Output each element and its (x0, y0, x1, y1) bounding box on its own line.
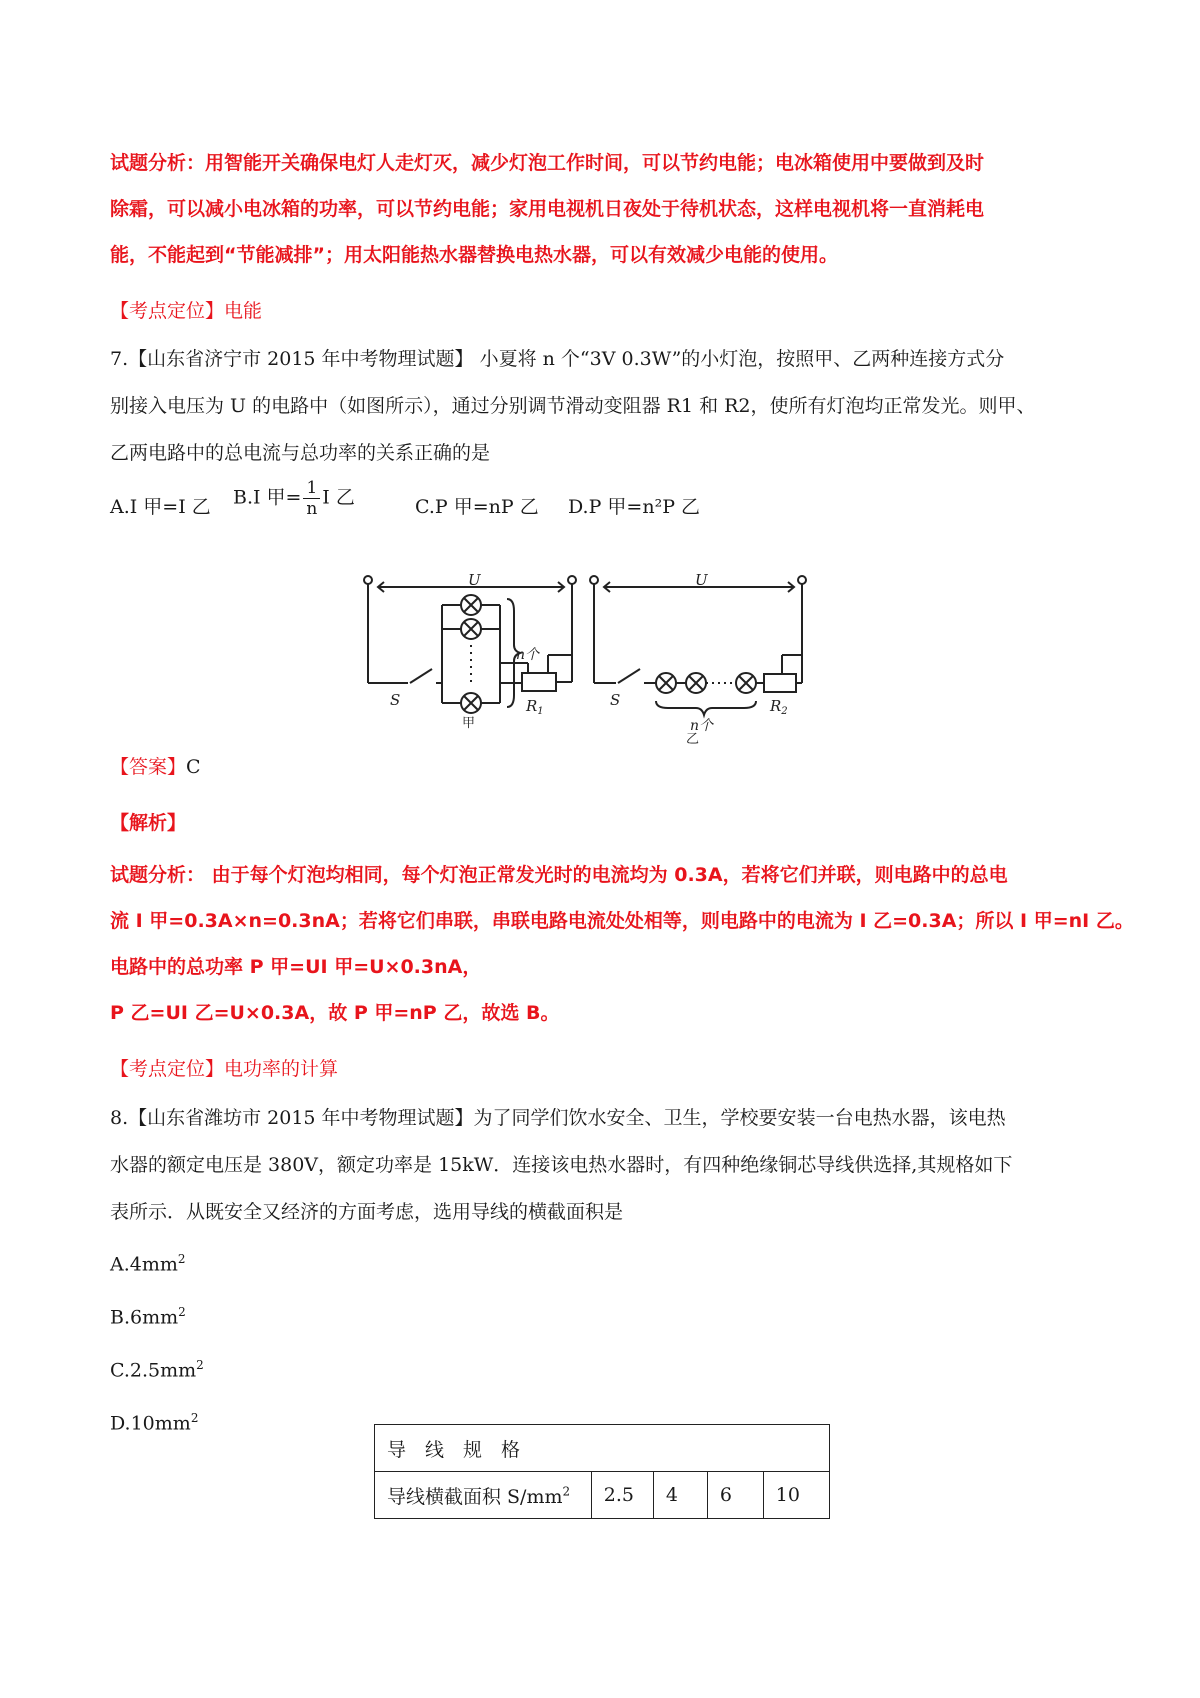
q8-line-2: 水器的额定电压是 380V，额定功率是 15kW．连接该电热水器时，有四种绝缘铜芯导线供选择,其规格如下 (110, 1154, 1013, 1176)
kaodian-7-tag: 【考点定位】 (110, 1058, 225, 1080)
kaodian-6-tag: 【考点定位】 (110, 300, 225, 322)
table-cell: 10 (763, 1472, 829, 1519)
q7-option-b-numerator: 1 (303, 478, 320, 499)
yi-label-s: S (610, 691, 621, 709)
q8-option-c: $C.2.5mm^2$ (110, 1358, 204, 1382)
answer-7-text: C (186, 756, 201, 778)
q8-option-b: $B.6mm^2$ (110, 1305, 186, 1329)
kaodian-6-text: 电能 (224, 300, 263, 322)
q8-option-a: $A.4mm^2$ (110, 1252, 186, 1276)
table-row (375, 1425, 830, 1472)
yi-label: 乙 (686, 732, 700, 747)
kaodian-7-text: 电功率的计算 (224, 1058, 339, 1080)
q7-line-3: 乙两电路中的总电流与总功率的关系正确的是 (110, 442, 491, 464)
jiexi-7-line-4: P 乙=UI 乙=U×0.3A，故 P 甲=nP 乙，故选 B。 (110, 1002, 560, 1024)
table-header: 导 线 规 格 (375, 1425, 830, 1472)
yi-label-n: n个 (690, 718, 714, 734)
table-row-label: 导线横截面积 $S/mm^2$ (375, 1472, 592, 1519)
rheostat-r2 (764, 674, 796, 692)
yi-terminal-right (798, 576, 806, 584)
jia-terminal-left (364, 576, 372, 584)
kaodian-6 (110, 296, 262, 323)
q7-option-d: D.P 甲=n²P 乙 (568, 496, 701, 518)
q7-option-b-prefix: B.I 甲= (233, 486, 302, 509)
jia-label-s: S (390, 691, 401, 709)
q7-line-1: 7.【山东省济宁市 2015 年中考物理试题】 小夏将 n 个“3V 0.3W”的小灯泡，按照甲、乙两种连接方式分 (110, 348, 1005, 370)
yi-terminal-left (590, 576, 598, 584)
jia-label-n: n个 (516, 647, 540, 663)
q7-option-b-suffix: I 乙 (322, 486, 355, 509)
kaodian-7 (110, 1054, 338, 1081)
answer-7 (110, 752, 201, 779)
table-cell: 4 (653, 1472, 707, 1519)
q7-option-b (233, 478, 355, 519)
q7-option-b-denominator: n (306, 499, 318, 519)
jia-label-u: U (468, 571, 481, 589)
q7-option-b-fraction (303, 478, 320, 519)
rheostat-r1 (522, 673, 556, 691)
answer-7-tag: 【答案】 (110, 756, 187, 778)
jiexi-7-line-3: 电路中的总功率 P 甲=UI 甲=U×0.3nA， (110, 956, 482, 978)
jia-label: 甲 (462, 716, 476, 731)
jiexi-7-tag: 【解析】 (110, 812, 187, 834)
table-cell: 2.5 (591, 1472, 653, 1519)
analysis-6-line-2: 除霜，可以减小电冰箱的功率，可以节约电能；家用电视机日夜处于待机状态，这样电视机将一直消耗电 (110, 198, 985, 220)
q7-circuit-diagram (350, 565, 820, 747)
q7-option-c: C.P 甲=nP 乙 (415, 496, 539, 518)
analysis-6-line-1: 试题分析：用智能开关确保电灯人走灯灭，减少灯泡工作时间，可以节约电能；电冰箱使用中要做到及时 (110, 152, 985, 174)
yi-label-u: U (695, 571, 708, 589)
analysis-6-line-3: 能，不能起到“节能减排”；用太阳能热水器替换电热水器，可以有效减少电能的使用。 (110, 244, 838, 266)
table-cell: 6 (707, 1472, 763, 1519)
table-row (375, 1472, 830, 1519)
wire-spec-table (374, 1424, 830, 1519)
jiexi-7-line-2: 流 I 甲=0.3A×n=0.3nA；若将它们串联，串联电路电流处处相等，则电路中的电流为 I 乙=0.3A；所以 I 甲=nI 乙。 (110, 910, 1134, 932)
jia-label-r1: $R_1$ (526, 697, 544, 717)
jiexi-7-line-1: 试题分析： 由于每个灯泡均相同，每个灯泡正常发光时的电流均为 0.3A，若将它们并联，则电路中的总电 (110, 864, 1008, 886)
q8-line-1: 8.【山东省潍坊市 2015 年中考物理试题】为了同学们饮水安全、卫生，学校要安装一台电热水器，该电热 (110, 1107, 1006, 1129)
q8-option-d: $D.10mm^2$ (110, 1411, 199, 1435)
jia-terminal-right (568, 576, 576, 584)
yi-label-r2: $R_2$ (770, 697, 788, 717)
q7-line-2: 别接入电压为 U 的电路中（如图所示），通过分别调节滑动变阻器 R1 和 R2，使所有灯泡均正常发光。则甲、 (110, 395, 1036, 417)
q7-option-a: A.I 甲=I 乙 (110, 496, 211, 518)
q8-line-3: 表所示．从既安全又经济的方面考虑，选用导线的横截面积是 (110, 1201, 624, 1223)
